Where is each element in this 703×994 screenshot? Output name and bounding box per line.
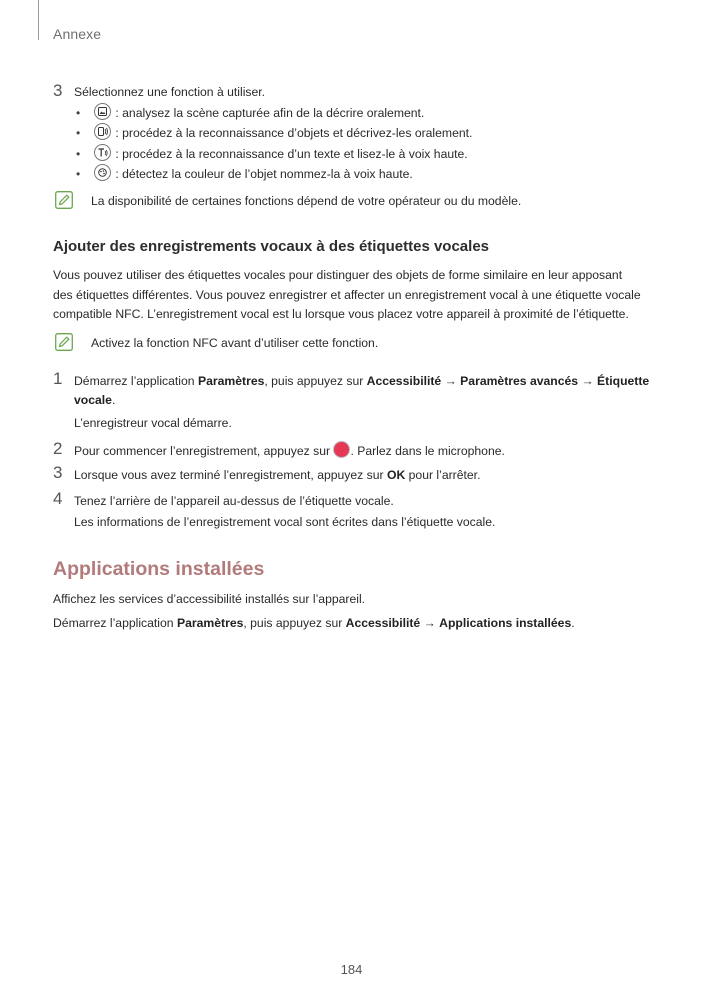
step-number: 3 (53, 81, 63, 100)
step-number: 4 (53, 489, 63, 508)
bullet: • (76, 167, 81, 181)
note-pencil-icon (55, 333, 73, 351)
text-read-icon (94, 144, 111, 161)
step-number: 2 (53, 439, 63, 458)
list-item (94, 105, 424, 122)
paragraph-line: Démarrez l’application Paramètres, puis appuyez sur Accessibilité → Applications installées. (53, 616, 575, 630)
color-detect-icon (94, 164, 111, 181)
menu-path: vocale (74, 393, 112, 407)
image-scene-icon (94, 103, 111, 120)
list-item-text: : analysez la scène capturée afin de la décrire oralement. (112, 106, 425, 120)
list-item-text: : procédez à la reconnaissance d’un texte et lisez-le à voix haute. (112, 147, 468, 161)
menu-path: Accessibilité (345, 616, 421, 630)
list-item-text: : détectez la couleur de l’objet nommez-la à voix haute. (112, 167, 413, 181)
section-header: Annexe (53, 26, 102, 42)
bullet: • (76, 106, 81, 120)
page-number: 184 (340, 962, 363, 977)
step-text: Tenez l’arrière de l’appareil au-dessus de l’étiquette vocale. (74, 494, 394, 508)
menu-path: Paramètres avancés (460, 374, 579, 388)
object-audio-icon (94, 123, 111, 140)
list-item (94, 146, 468, 163)
step-text: Sélectionnez une fonction à utiliser. (74, 85, 266, 99)
header-rule (38, 0, 39, 40)
paragraph-line: compatible NFC. L’enregistrement vocal est lu lorsque vous placez votre appareil à proximité de l’étiquette. (53, 307, 629, 321)
app-name: Paramètres (197, 374, 265, 388)
step-subtext: L’enregistreur vocal démarre. (74, 416, 232, 430)
bullet: • (76, 126, 81, 140)
menu-path: Applications installées (439, 616, 572, 630)
list-item (94, 125, 472, 142)
step-number: 1 (53, 369, 63, 388)
step-number: 3 (53, 463, 63, 482)
note-text: Activez la fonction NFC avant d’utiliser cette fonction. (91, 336, 379, 350)
list-item-text: : procédez à la reconnaissance d’objets et décrivez-les oralement. (112, 126, 473, 140)
ok-label: OK (386, 468, 406, 482)
section-heading: Applications installées (53, 558, 265, 580)
app-name: Paramètres (176, 616, 244, 630)
menu-path: Accessibilité (366, 374, 442, 388)
paragraph-line: des étiquettes différentes. Vous pouvez enregistrer et affecter un enregistrement vocal à une étiquette vocale (53, 288, 641, 302)
menu-path: Étiquette (597, 374, 650, 388)
step-text: Démarrez l’application Paramètres, puis appuyez sur Accessibilité → Paramètres avancés → Étiquette (74, 374, 650, 388)
note-pencil-icon (55, 191, 73, 209)
list-item (94, 166, 413, 183)
record-button-icon (333, 441, 350, 458)
note-text: La disponibilité de certaines fonctions dépend de votre opérateur ou du modèle. (91, 194, 522, 208)
bullet: • (76, 147, 81, 161)
step-text: Pour commencer l’enregistrement, appuyez sur . Parlez dans le microphone. (74, 443, 505, 460)
step-text: Lorsque vous avez terminé l’enregistrement, appuyez sur OK pour l’arrêter. (74, 468, 481, 482)
section-title: Ajouter des enregistrements vocaux à des étiquettes vocales (53, 238, 490, 255)
step-subtext: Les informations de l’enregistrement vocal sont écrites dans l’étiquette vocale. (74, 515, 496, 529)
step-text: vocale. (74, 393, 116, 407)
paragraph-line: Vous pouvez utiliser des étiquettes vocales pour distinguer des objets de forme similaire en leur apposant (53, 268, 623, 282)
paragraph-line: Affichez les services d’accessibilité installés sur l’appareil. (53, 592, 366, 606)
